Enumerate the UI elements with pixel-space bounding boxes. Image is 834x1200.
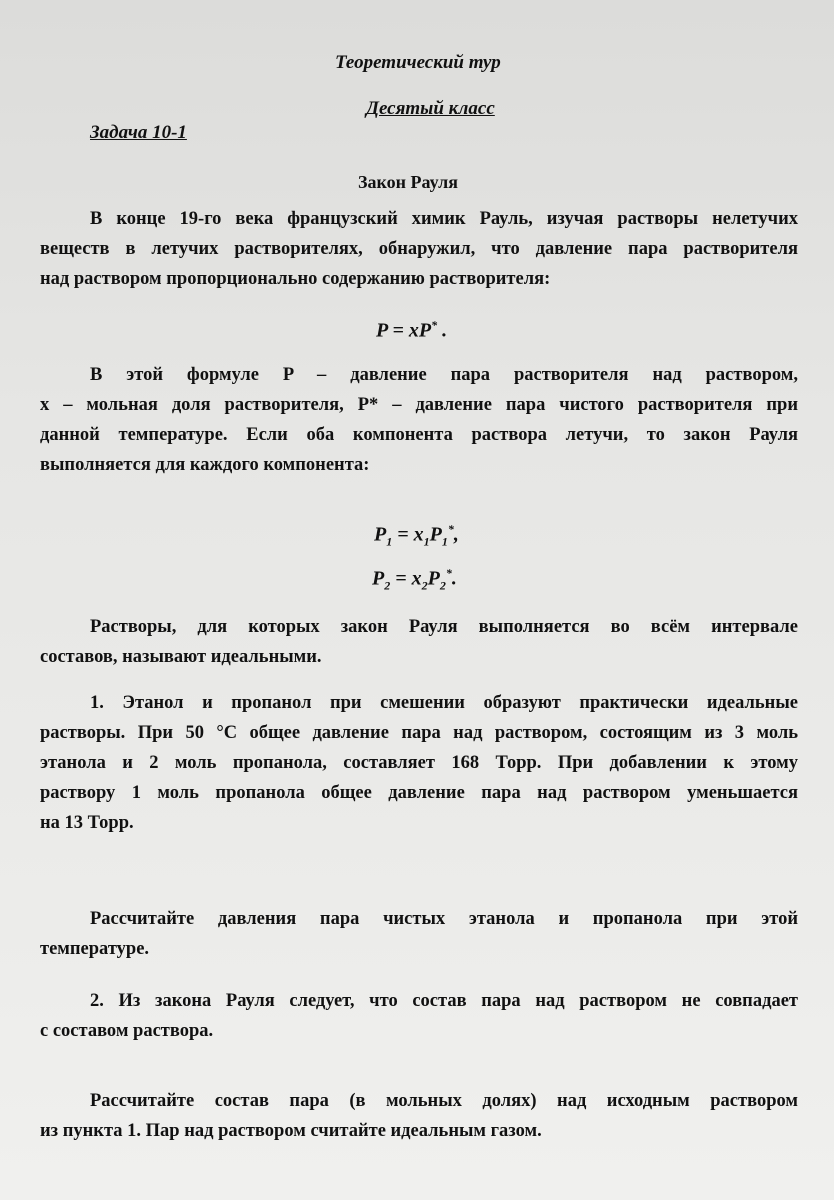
formula-sub: 2 bbox=[421, 578, 428, 593]
raoult-formula-component-1 bbox=[374, 522, 459, 550]
formula-sub: 2 bbox=[439, 578, 446, 593]
formula-p: P bbox=[418, 319, 432, 342]
question-1-line: растворы. При 50 °С общее давление пара над раствором, состоящим из 3 моль bbox=[40, 723, 798, 743]
explain-line: выполняется для каждого компонента: bbox=[40, 455, 370, 475]
formula-end: . bbox=[451, 567, 457, 590]
formula-star: * bbox=[445, 566, 452, 580]
explain-line: данной температуре. Если оба компонента раствора летучи, то закон Рауля bbox=[40, 425, 798, 445]
question-1-task-line: температуре. bbox=[40, 939, 150, 959]
intro-line: В конце 19-го века французский химик Рауль, изучая растворы нелетучих bbox=[90, 209, 798, 229]
ideal-line: Растворы, для которых закон Рауля выполняется во всём интервале bbox=[90, 617, 798, 637]
ideal-paragraph bbox=[40, 612, 798, 672]
question-2-task bbox=[40, 1086, 798, 1146]
formula-p: P bbox=[429, 523, 442, 546]
question-1-task-line: Рассчитайте давления пара чистых этанола и пропанола при этой bbox=[90, 909, 798, 929]
formula-eq: = x bbox=[392, 523, 424, 546]
question-1-line: этанола и 2 моль пропанола, составляет 168 Торр. При добавлении к этому bbox=[40, 753, 798, 773]
explain-line: x – мольная доля растворителя, P* – давление пара чистого растворителя при bbox=[40, 395, 798, 415]
formula-lhs: P = x bbox=[376, 319, 419, 342]
formula-p: P bbox=[427, 567, 440, 590]
explain-paragraph bbox=[40, 360, 798, 480]
question-1-paragraph bbox=[40, 688, 798, 838]
formula-sub: 1 bbox=[441, 534, 448, 549]
question-2-line: 2. Из закона Рауля следует, что состав пара над раствором не совпадает bbox=[90, 991, 798, 1011]
task-number: Задача 10-1 bbox=[90, 122, 187, 143]
ideal-line: составов, называют идеальными. bbox=[40, 647, 322, 667]
raoult-formula-component-2 bbox=[372, 566, 457, 594]
intro-line: веществ в летучих растворителях, обнаружил, что давление пара растворителя bbox=[40, 239, 798, 259]
formula-star: * bbox=[431, 318, 438, 332]
formula-sub: 1 bbox=[423, 534, 430, 549]
question-2-line: с составом раствора. bbox=[40, 1021, 214, 1041]
task-title: Закон Рауля bbox=[358, 172, 458, 192]
formula-sub: 2 bbox=[384, 578, 391, 593]
formula-p: P bbox=[374, 523, 387, 546]
question-1-line: раствору 1 моль пропанола общее давление пара над раствором уменьшается bbox=[40, 783, 798, 803]
explain-line: В этой формуле P – давление пара растворителя над раствором, bbox=[90, 365, 798, 385]
formula-sub: 1 bbox=[386, 534, 393, 549]
question-2-task-line: из пункта 1. Пар над раствором считайте идеальным газом. bbox=[40, 1121, 542, 1141]
question-1-line: 1. Этанол и пропанол при смешении образуют практически идеальные bbox=[90, 693, 798, 713]
question-1-task bbox=[40, 904, 798, 964]
formula-end: , bbox=[453, 523, 459, 546]
tour-heading: Теоретический тур bbox=[335, 52, 501, 73]
formula-p: P bbox=[372, 567, 385, 590]
question-2-paragraph bbox=[40, 986, 798, 1046]
question-1-line: на 13 Торр. bbox=[40, 813, 134, 833]
formula-eq: = x bbox=[390, 567, 422, 590]
grade-heading: Десятый класс bbox=[366, 98, 495, 119]
formula-dot: . bbox=[442, 319, 448, 342]
intro-paragraph bbox=[40, 204, 798, 294]
intro-line: над раствором пропорционально содержанию растворителя: bbox=[40, 269, 551, 289]
raoult-formula bbox=[376, 318, 447, 343]
question-2-task-line: Рассчитайте состав пара (в мольных долях) над исходным раствором bbox=[90, 1091, 798, 1111]
formula-star: * bbox=[447, 522, 454, 536]
